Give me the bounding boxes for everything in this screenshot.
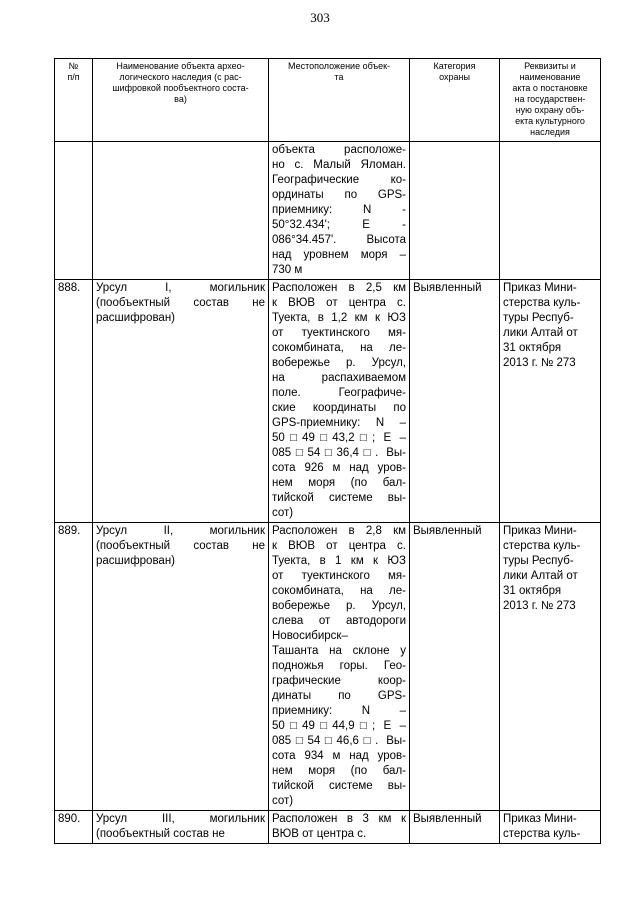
location-line: приемнику: N –: [272, 705, 406, 717]
category-text: Выявленный: [413, 525, 482, 537]
location-line: ординаты по GPS-: [272, 189, 406, 201]
location-line: Географические ко-: [272, 174, 406, 186]
header-number: № п/п: [55, 59, 93, 142]
decree-line: стерства куль-: [503, 297, 581, 309]
decree-line: туры Респуб-: [503, 555, 574, 567]
location-line: Новосибирск–: [272, 630, 348, 642]
table-row: [55, 811, 601, 844]
page-number: 303: [310, 10, 330, 25]
name-line: (пообъектный состав не: [96, 297, 265, 309]
act-details: [500, 142, 601, 280]
header-protection-category: Категория охраны: [410, 59, 500, 142]
name-line: (пообъектный состав не: [96, 828, 225, 840]
location-line: от туектинского мя-: [272, 570, 406, 582]
location-line: вобережье р. Урсул,: [272, 357, 406, 369]
location-line: 085□54□46,6□. Вы-: [272, 735, 406, 747]
name-line: расшифрован): [96, 312, 176, 324]
decree-line: стерства куль-: [503, 828, 581, 840]
location-line: Расположен в 2,5 км: [272, 282, 406, 294]
row-number-text: 889.: [58, 525, 81, 537]
location-line: поле. Географиче-: [272, 387, 406, 399]
header-object-name: Наименование объекта архео- логического наследия (с рас- шифровкой пообъектного соста- ва): [93, 59, 269, 142]
object-name: [93, 523, 269, 811]
decree-line: 31 октября: [503, 585, 562, 597]
location-line: нем моря (по бал-: [272, 765, 406, 777]
location-line: к ВЮВ от центра с.: [272, 297, 406, 309]
object-location: [269, 280, 410, 523]
protection-category: [410, 280, 500, 523]
name-line: расшифрован): [96, 555, 176, 567]
table-row: [55, 523, 601, 811]
location-line: GPS-приемнику: N –: [272, 417, 406, 429]
header-location: Местоположение объек- та: [269, 59, 410, 142]
protection-category: [410, 142, 500, 280]
location-line: вобережье р. Урсул,: [272, 600, 406, 612]
location-line: ские координаты по: [272, 402, 406, 414]
archaeological-heritage-table: [54, 58, 601, 844]
category-text: Выявленный: [413, 813, 482, 825]
decree-line: лики Алтай от: [503, 570, 578, 582]
location-line: динаты по GPS-: [272, 690, 406, 702]
location-line: 50□49□43,2□; E –: [272, 432, 406, 444]
object-location: [269, 523, 410, 811]
name-line: Урсул II, могильник: [96, 525, 265, 537]
location-line: но с. Малый Яломан.: [272, 159, 406, 171]
location-line: Расположен в 2,8 км: [272, 525, 406, 537]
act-details: [500, 280, 601, 523]
location-line: приемнику: N -: [272, 204, 406, 216]
decree-line: туры Респуб-: [503, 312, 574, 324]
object-name: [93, 142, 269, 280]
decree-line: стерства куль-: [503, 540, 581, 552]
location-line: сокомбината, на ле-: [272, 342, 406, 354]
decree-line: 2013 г. № 273: [503, 357, 576, 369]
row-number-text: 890.: [58, 813, 81, 825]
object-name: [93, 811, 269, 844]
row-number: [55, 280, 93, 523]
location-line: подножья горы. Гео-: [272, 660, 406, 672]
location-line: тийской системе вы-: [272, 492, 406, 504]
table-header-row: [55, 59, 601, 142]
location-line: к ВЮВ от центра с.: [272, 540, 406, 552]
row-number: [55, 811, 93, 844]
location-line: сот): [272, 507, 294, 519]
location-line: 086°34.457'. Высота: [272, 234, 406, 246]
decree-line: 2013 г. № 273: [503, 600, 576, 612]
decree-line: Приказ Мини-: [503, 282, 577, 294]
location-line: тийской системе вы-: [272, 780, 406, 792]
location-line: Расположен в 3 км к: [272, 813, 406, 825]
object-location: [269, 142, 410, 280]
protection-category: [410, 811, 500, 844]
location-line: Туекта, в 1 км к ЮЗ: [272, 555, 406, 567]
location-line: на распахиваемом: [272, 372, 406, 384]
decree-line: Приказ Мини-: [503, 525, 577, 537]
name-line: (пообъектный состав не: [96, 540, 265, 552]
table-row: [55, 142, 601, 280]
row-number: [55, 142, 93, 280]
decree-line: Приказ Мини-: [503, 813, 577, 825]
location-line: 730 м: [272, 264, 303, 276]
location-line: сота 934 м над уров-: [272, 750, 406, 762]
location-line: нем моря (по бал-: [272, 477, 406, 489]
name-line: Урсул III, могильник: [96, 813, 265, 825]
location-line: от туектинского мя-: [272, 327, 406, 339]
location-line: объекта расположе-: [272, 144, 406, 156]
location-line: 50□49□44,9□; E –: [272, 720, 406, 732]
protection-category: [410, 523, 500, 811]
location-line: сот): [272, 795, 294, 807]
header-act-details: Реквизиты и наименование акта о постановке на государствен- ную охрану объ- екта культурного наследия: [500, 59, 601, 142]
location-line: 50°32.434'; E -: [272, 219, 406, 231]
act-details: [500, 811, 601, 844]
name-line: Урсул I, могильник: [96, 282, 265, 294]
location-line: сокомбината, на ле-: [272, 585, 406, 597]
location-line: 085□54□36,4□. Вы-: [272, 447, 406, 459]
row-number-text: 888.: [58, 282, 81, 294]
location-line: графические коор-: [272, 675, 406, 687]
object-location: [269, 811, 410, 844]
location-line: слева от автодороги: [272, 615, 406, 627]
location-line: Туекта, в 1,2 км к ЮЗ: [272, 312, 406, 324]
act-details: [500, 523, 601, 811]
decree-line: лики Алтай от: [503, 327, 578, 339]
location-line: сота 926 м над уров-: [272, 462, 406, 474]
location-line: над уровнем моря –: [272, 249, 406, 261]
table-row: [55, 280, 601, 523]
decree-line: 31 октября: [503, 342, 562, 354]
location-line: ВЮВ от центра с.: [272, 828, 367, 840]
row-number: [55, 523, 93, 811]
category-text: Выявленный: [413, 282, 482, 294]
location-line: Ташанта на склоне у: [272, 645, 406, 657]
object-name: [93, 280, 269, 523]
